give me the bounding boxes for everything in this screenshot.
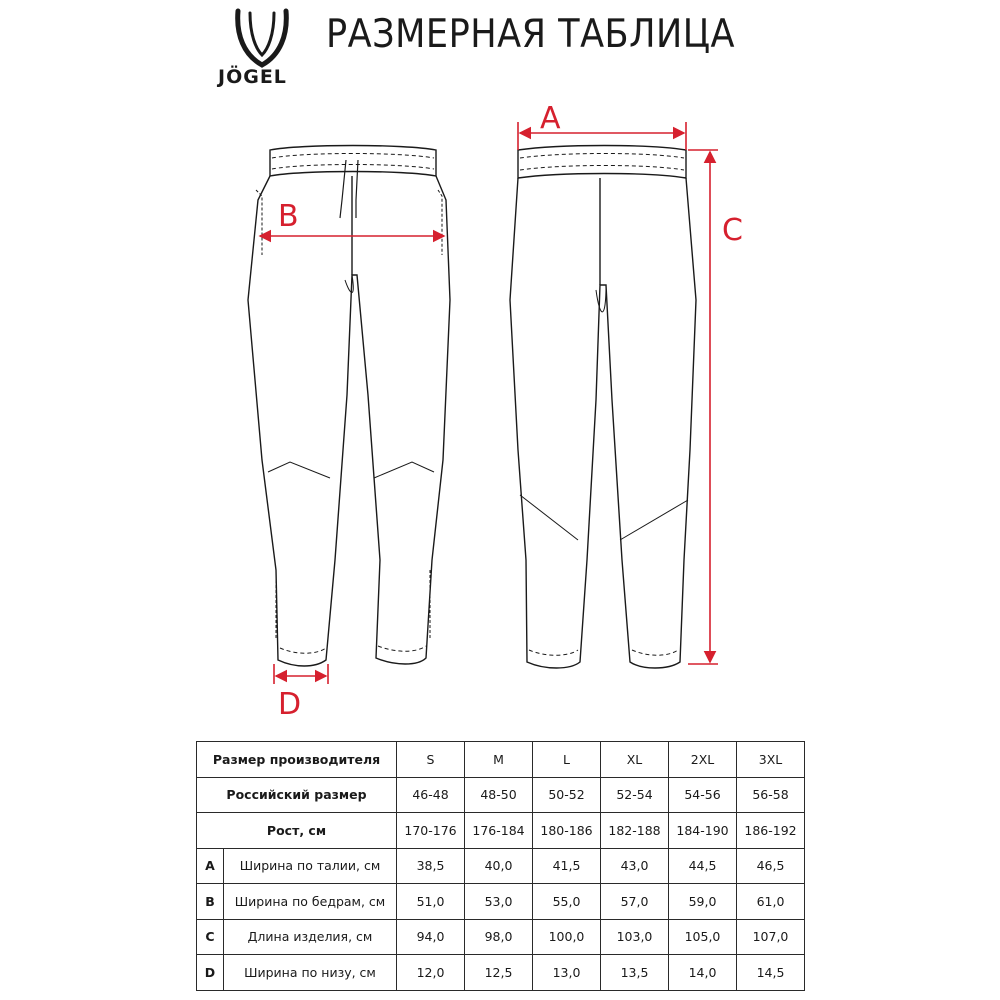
page-title: РАЗМЕРНАЯ ТАБЛИЦА (326, 12, 736, 57)
dimension-label-d: D (278, 687, 302, 722)
row-label: Рост, см (197, 813, 397, 849)
value-cell: 12,0 (397, 955, 465, 991)
value-cell: 105,0 (669, 919, 737, 955)
value-cell: 54-56 (669, 777, 737, 813)
table-row-hip-width (197, 884, 805, 920)
value-cell: 57,0 (601, 884, 669, 920)
brand-name: JÖGEL (218, 66, 287, 88)
value-cell: 14,0 (669, 955, 737, 991)
dimension-label-b: B (278, 199, 299, 234)
size-cell: L (533, 742, 601, 778)
dimension-label-a: A (540, 101, 561, 136)
value-cell: 100,0 (533, 919, 601, 955)
row-label: Ширина по низу, см (224, 955, 397, 991)
value-cell: 48-50 (465, 777, 533, 813)
table-row-manufacturer-size (197, 742, 805, 778)
size-table (196, 741, 805, 991)
row-letter: C (197, 919, 224, 955)
row-label: Длина изделия, см (224, 919, 397, 955)
value-cell: 53,0 (465, 884, 533, 920)
row-label: Размер производителя (197, 742, 397, 778)
value-cell: 13,5 (601, 955, 669, 991)
row-letter: B (197, 884, 224, 920)
row-label: Ширина по талии, см (224, 848, 397, 884)
size-cell: M (465, 742, 533, 778)
value-cell: 44,5 (669, 848, 737, 884)
value-cell: 38,5 (397, 848, 465, 884)
back-view (510, 146, 696, 669)
size-cell: 3XL (737, 742, 805, 778)
dimension-d (274, 664, 328, 684)
size-cell: XL (601, 742, 669, 778)
value-cell: 176-184 (465, 813, 533, 849)
row-label: Российский размер (197, 777, 397, 813)
value-cell: 61,0 (737, 884, 805, 920)
value-cell: 40,0 (465, 848, 533, 884)
value-cell: 180-186 (533, 813, 601, 849)
value-cell: 98,0 (465, 919, 533, 955)
value-cell: 56-58 (737, 777, 805, 813)
value-cell: 59,0 (669, 884, 737, 920)
table-row-waist-width (197, 848, 805, 884)
dimension-c (688, 150, 718, 664)
value-cell: 184-190 (669, 813, 737, 849)
table-row-russian-size (197, 777, 805, 813)
value-cell: 51,0 (397, 884, 465, 920)
value-cell: 46-48 (397, 777, 465, 813)
table-row-hem-width (197, 955, 805, 991)
value-cell: 103,0 (601, 919, 669, 955)
value-cell: 186-192 (737, 813, 805, 849)
value-cell: 94,0 (397, 919, 465, 955)
size-cell: S (397, 742, 465, 778)
value-cell: 14,5 (737, 955, 805, 991)
size-cell: 2XL (669, 742, 737, 778)
row-letter: A (197, 848, 224, 884)
dimension-label-c: C (722, 213, 743, 248)
value-cell: 107,0 (737, 919, 805, 955)
value-cell: 52-54 (601, 777, 669, 813)
value-cell: 41,5 (533, 848, 601, 884)
value-cell: 182-188 (601, 813, 669, 849)
value-cell: 50-52 (533, 777, 601, 813)
row-label: Ширина по бедрам, см (224, 884, 397, 920)
value-cell: 46,5 (737, 848, 805, 884)
value-cell: 13,0 (533, 955, 601, 991)
table-row-height (197, 813, 805, 849)
row-letter: D (197, 955, 224, 991)
value-cell: 43,0 (601, 848, 669, 884)
value-cell: 55,0 (533, 884, 601, 920)
value-cell: 12,5 (465, 955, 533, 991)
value-cell: 170-176 (397, 813, 465, 849)
table-row-length (197, 919, 805, 955)
